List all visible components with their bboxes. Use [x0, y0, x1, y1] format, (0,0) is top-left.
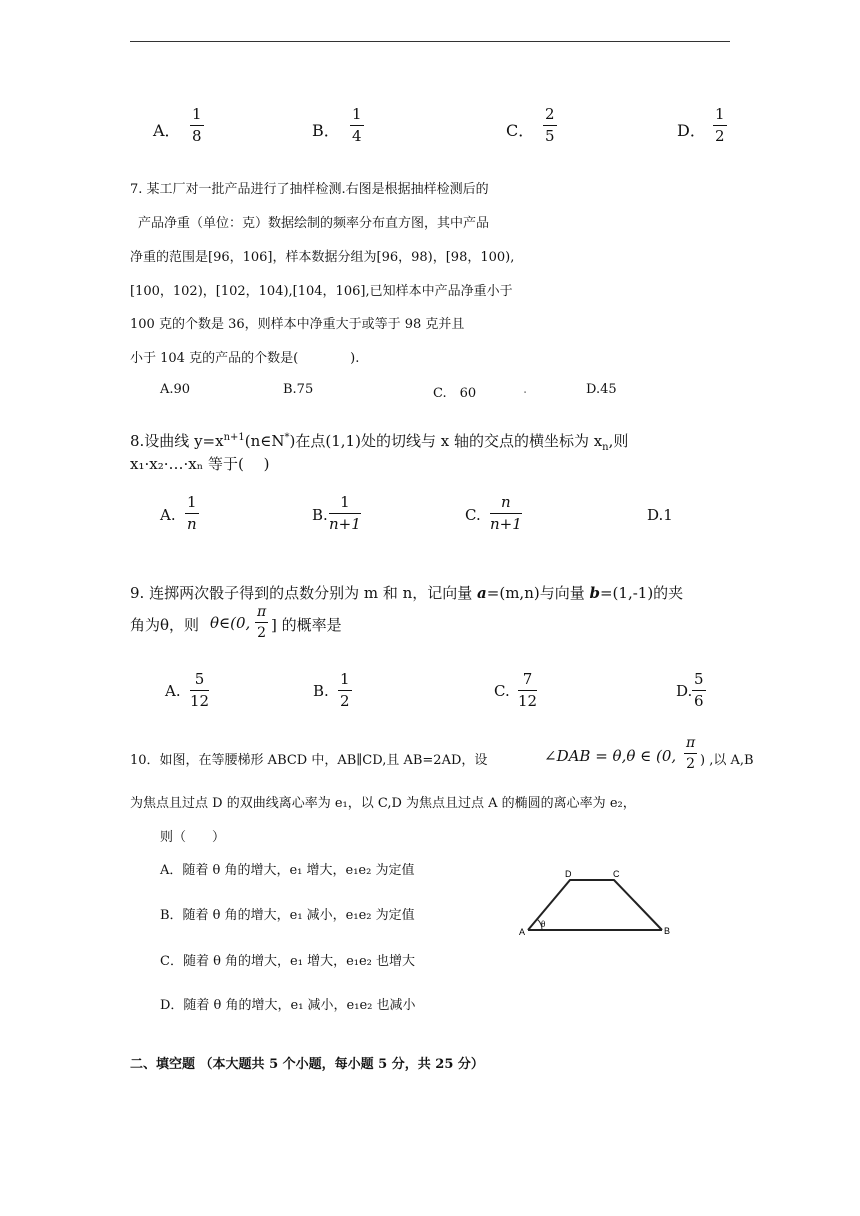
- q10-line-3: 则（ ）: [160, 830, 226, 845]
- theta-label: θ: [541, 919, 546, 929]
- q6-option-a-label: A．: [153, 121, 181, 140]
- q6-option-b-fraction: 1 4: [352, 105, 362, 145]
- q9-pi-over-2: π 2: [257, 604, 267, 641]
- q8-line-2: x₁·x₂·…·xₙ 等于( ): [130, 455, 270, 473]
- q9-option-a-label: A.: [165, 682, 181, 700]
- q6-option-b-label: B．: [312, 121, 340, 140]
- trapezoid-sides: [528, 880, 662, 930]
- q7-line-1: 7. 某工厂对一批产品进行了抽样检测.右图是根据抽样检测后的: [130, 182, 489, 197]
- q7-line-3: 净重的范围是[96，106]，样本数据分组为[96，98)，[98，100),: [130, 250, 515, 265]
- q6-option-d-fraction: 1 2: [715, 105, 725, 145]
- q7-option-d: D.45: [586, 382, 617, 397]
- trapezoid-figure: [518, 866, 678, 938]
- q7-option-a: A.90: [160, 382, 191, 397]
- q7-option-c: C. 60: [433, 386, 477, 401]
- q9-option-d-label: D.: [676, 682, 693, 700]
- q7-line-2: 产品净重（单位：克）数据绘制的频率分布直方图，其中产品: [138, 216, 490, 231]
- q10-line-1-text: 10．如图，在等腰梯形 ABCD 中，AB∥CD,且 AB=2AD，设: [130, 753, 488, 768]
- q9-line-1: 9. 连掷两次骰子得到的点数分别为 m 和 n，记向量 a=(m,n)与向量 b=(1,-1)的夹: [130, 584, 684, 602]
- q10-option-b: B．随着 θ 角的增大，e₁ 减小，e₁e₂ 为定值: [160, 908, 415, 923]
- q10-pi-over-2: π 2: [686, 735, 696, 772]
- q9-option-c-label: C.: [494, 682, 510, 700]
- q9-option-b-label: B.: [313, 682, 329, 700]
- q6-option-d-label: D．: [677, 121, 706, 140]
- q9-line-2-end: ] 的概率是: [271, 616, 342, 634]
- q9-line-2-math: θ∈(0,: [210, 614, 251, 632]
- vertex-d-label: D: [565, 869, 572, 879]
- q10-option-d: D．随着 θ 角的增大，e₁ 减小，e₁e₂ 也减小: [160, 998, 416, 1013]
- q8-option-d: D.1: [647, 506, 673, 524]
- q7-stray-dot: .: [523, 382, 528, 397]
- q8-option-c-fraction: n n+1: [490, 493, 522, 533]
- q8-line-1: 8.设曲线 $y=x^{n+1}(n\in N^*)$在点(1,1)处的切线与 x 轴的交点的横坐标为 $x_n$,则: [130, 432, 629, 453]
- q10-line-1-end: ) ,以 A,B: [700, 753, 754, 768]
- q7-line-4: [100，102)，[102，104),[104，106],已知样本中产品净重小于: [130, 284, 513, 299]
- q10-option-a: A．随着 θ 角的增大，e₁ 增大，e₁e₂ 为定值: [160, 863, 415, 878]
- q9-option-a-fraction: 5 12: [190, 670, 210, 710]
- q7-option-b: B.75: [283, 382, 314, 397]
- q9-line-2-text: 角为θ，则: [130, 616, 200, 634]
- q9-option-c-fraction: 7 12: [518, 670, 538, 710]
- q8-option-a-label: A.: [160, 506, 176, 524]
- q6-option-c-label: C．: [506, 121, 535, 140]
- q10-line-2: 为焦点且过点 D 的双曲线离心率为 e₁，以 C,D 为焦点且过点 A 的椭圆的离心率为 e₂，: [130, 796, 636, 811]
- q9-option-d-fraction: 5 6: [694, 670, 704, 710]
- q6-option-a-fraction: 1 8: [192, 105, 202, 145]
- vertex-c-label: C: [613, 869, 620, 879]
- q8-option-a-fraction: 1 n: [186, 493, 197, 533]
- q7-line-6: 小于 104 克的产品的个数是( ).: [130, 351, 360, 366]
- q6-option-c-fraction: 2 5: [545, 105, 555, 145]
- q10-option-c: C．随着 θ 角的增大，e₁ 增大，e₁e₂ 也增大: [160, 954, 416, 969]
- q8-option-c-label: C.: [465, 506, 481, 524]
- q10-line-1-math: ∠DAB = θ,θ ∈ (0,: [544, 747, 677, 765]
- vertex-a-label: A: [519, 927, 526, 937]
- section-2-heading: 二、填空题 （本大题共 5 个小题，每小题 5 分，共 25 分）: [130, 1057, 484, 1072]
- vertex-b-label: B: [664, 926, 671, 936]
- q8-option-b-label: B.: [312, 506, 328, 524]
- q9-option-b-fraction: 1 2: [340, 670, 350, 710]
- q7-line-5: 100 克的个数是 36，则样本中净重大于或等于 98 克并且: [130, 317, 465, 332]
- header-rule: [130, 41, 730, 42]
- q8-option-b-fraction: 1 n+1: [329, 493, 361, 533]
